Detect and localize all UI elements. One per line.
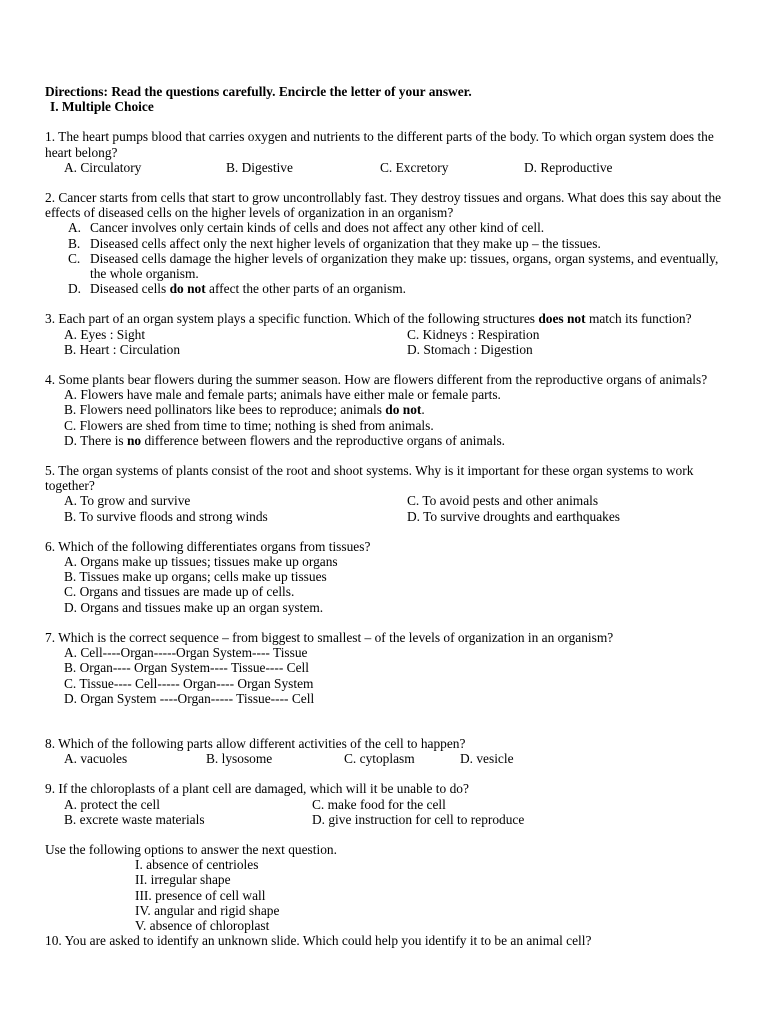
question-stem: 8. Which of the following parts allow different activities of the cell to happen? <box>45 735 466 751</box>
option-c: C. Flowers are shed from time to time; nothing is shed from animals. <box>64 417 434 433</box>
worksheet <box>45 84 725 948</box>
question-stem <box>45 311 725 326</box>
option-b: B. excrete waste materials <box>64 811 205 827</box>
stem-part: match its function? <box>585 311 692 327</box>
option-a: A. Cell----Organ-----Organ System---- Tissue <box>64 645 308 661</box>
question-2 <box>45 190 725 296</box>
roman-option: I. absence of centrioles <box>135 857 259 873</box>
option-text-part: D. There is <box>64 432 127 448</box>
option-c: C. To avoid pests and other animals <box>407 493 599 509</box>
option-d: D. Stomach : Digestion <box>407 341 533 357</box>
option-letter: A. <box>68 220 82 236</box>
option-a: A. Flowers have male and female parts; animals have either male or female parts. <box>64 387 501 403</box>
option-a: A. To grow and survive <box>64 493 191 509</box>
roman-option: IV. angular and rigid shape <box>135 902 280 918</box>
option-c <box>45 251 725 281</box>
option-letter: B. <box>68 235 81 251</box>
options-row <box>45 160 725 175</box>
section-title: I. Multiple Choice <box>50 99 154 115</box>
option-a: A. protect the cell <box>64 796 160 812</box>
option-text-part: . <box>421 402 425 418</box>
directions: Directions: Read the questions carefully. Encircle the letter of your answer. <box>45 84 472 99</box>
options-row <box>45 327 725 342</box>
option-text: Diseased cells damage the higher levels of organization they make up: tissues, organs, organ systems, and eventually, the whole organism. <box>90 250 719 282</box>
option-c: C. make food for the cell <box>312 796 446 812</box>
option-c: C. Tissue---- Cell----- Organ---- Organ System <box>64 675 314 691</box>
question-stem: 4. Some plants bear flowers during the summer season. How are flowers different from the reproductive organs of animals? <box>45 372 708 388</box>
option-letter: C. <box>68 250 81 266</box>
options-intro: Use the following options to answer the next question. <box>45 841 337 857</box>
option-b: B. Digestive <box>226 159 293 175</box>
option-text-part: B. Flowers need pollinators like bees to reproduce; animals <box>64 402 386 418</box>
option-b: B. To survive floods and strong winds <box>64 508 268 524</box>
question-9 <box>45 781 725 827</box>
option-a: A. Organs make up tissues; tissues make up organs <box>64 554 338 570</box>
question-stem: 7. Which is the correct sequence – from biggest to smallest – of the levels of organization in an organism? <box>45 629 614 645</box>
options-row <box>45 751 725 766</box>
question-stem: 9. If the chloroplasts of a plant cell are damaged, which will it be unable to do? <box>45 781 469 797</box>
emphasis: do not <box>385 402 422 418</box>
question-stem: 2. Cancer starts from cells that start to grow uncontrollably fast. They destroy tissues and organs. What does this say about the effects of diseased cells on the higher levels of organization in an organism? <box>45 190 722 221</box>
options-row <box>45 342 725 357</box>
emphasis: does not <box>538 311 586 327</box>
option-text: Cancer involves only certain kinds of cells and does not affect any other kind of cell. <box>90 220 545 236</box>
question-stem: 1. The heart pumps blood that carries oxygen and nutrients to the different parts of the body. To which organ system does the heart belong? <box>45 129 714 160</box>
question-1 <box>45 129 725 175</box>
option-d <box>45 281 725 296</box>
option-c: C. Excretory <box>380 159 449 175</box>
option-text-part: Diseased cells <box>90 281 170 297</box>
question-4 <box>45 372 725 448</box>
roman-option: V. absence of chloroplast <box>135 917 270 933</box>
question-stem: 10. You are asked to identify an unknown slide. Which could help you identify it to be an animal cell? <box>45 933 592 949</box>
option-d: D. Organs and tissues make up an organ system. <box>64 599 324 615</box>
option-c: C. cytoplasm <box>344 751 415 767</box>
option-text <box>90 281 725 296</box>
question-10 <box>45 842 725 948</box>
options-row <box>45 509 725 524</box>
option-d <box>45 433 725 448</box>
option-b <box>45 236 725 251</box>
emphasis: do not <box>169 281 206 297</box>
option-c: C. Organs and tissues are made up of cells. <box>64 584 295 600</box>
option-a: A. vacuoles <box>64 751 128 767</box>
option-a <box>45 220 725 235</box>
question-stem: 6. Which of the following differentiates organs from tissues? <box>45 538 371 554</box>
option-letter: D. <box>68 281 82 297</box>
option-d: D. Reproductive <box>524 159 613 175</box>
option-b: B. Tissues make up organs; cells make up tissues <box>64 569 327 585</box>
option-d: D. Organ System ----Organ----- Tissue---- Cell <box>64 690 315 706</box>
option-text-part: difference between flowers and the reproductive organs of animals. <box>141 432 506 448</box>
option-c: C. Kidneys : Respiration <box>407 326 540 342</box>
question-8 <box>45 736 725 766</box>
options-row <box>45 797 725 812</box>
options-row <box>45 493 725 508</box>
question-6 <box>45 539 725 615</box>
option-b: B. lysosome <box>206 751 273 767</box>
option-text-part: affect the other parts of an organism. <box>205 281 406 297</box>
roman-option: III. presence of cell wall <box>135 887 266 903</box>
question-7 <box>45 630 725 706</box>
roman-option: II. irregular shape <box>135 872 231 888</box>
emphasis: no <box>126 432 142 448</box>
option-d: D. give instruction for cell to reproduce <box>312 811 525 827</box>
option-b: B. Heart : Circulation <box>64 341 181 357</box>
question-stem: 5. The organ systems of plants consist of the root and shoot systems. Why is it important for these organ systems to work together? <box>45 463 694 494</box>
option-b <box>45 402 725 417</box>
option-b: B. Organ---- Organ System---- Tissue---- Cell <box>64 660 309 676</box>
option-d: D. To survive droughts and earthquakes <box>407 508 621 524</box>
option-a: A. Circulatory <box>64 159 142 175</box>
option-d: D. vesicle <box>460 751 514 767</box>
question-5 <box>45 463 725 524</box>
options-row <box>45 812 725 827</box>
question-3 <box>45 311 725 357</box>
stem-part: 3. Each part of an organ system plays a specific function. Which of the following structures <box>45 311 539 327</box>
option-text: Diseased cells affect only the next higher levels of organization that they make up – the tissues. <box>90 235 601 251</box>
option-a: A. Eyes : Sight <box>64 326 146 342</box>
